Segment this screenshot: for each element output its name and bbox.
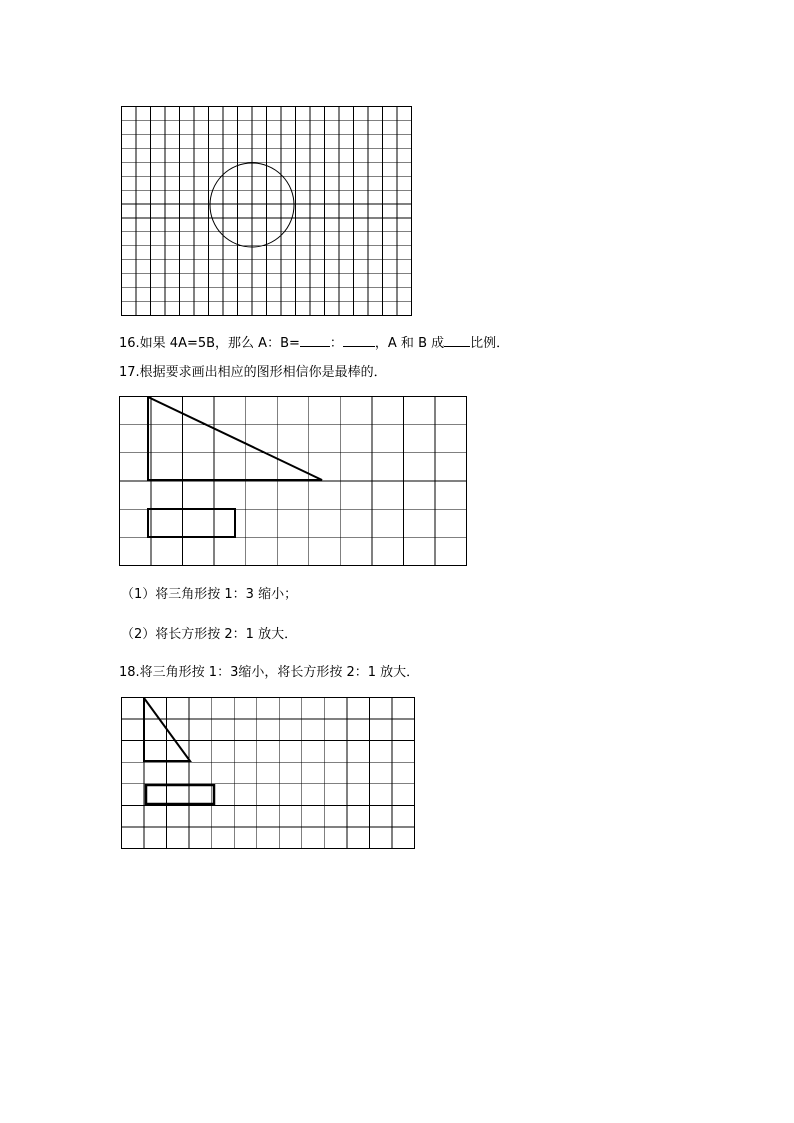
q16-blank-3[interactable] — [444, 333, 470, 347]
question-17-sub-2: （2）将长方形按 2：1 放大． — [121, 627, 298, 642]
rectangle-shape — [148, 509, 235, 537]
question-16 — [119, 333, 509, 352]
q16-blank-1[interactable] — [300, 333, 330, 347]
q16-mid: ，A 和 B 成 — [374, 336, 445, 351]
question-18-title: 18.将三角形按 1：3缩小，将长方形按 2：1 放大． — [119, 665, 420, 680]
grid-circle-figure — [121, 106, 413, 317]
grid-triangle-rectangle-figure-17 — [119, 396, 468, 567]
q16-suffix: 比例． — [470, 336, 510, 351]
question-17-title: 17.根据要求画出相应的图形相信你是最棒的． — [119, 365, 387, 380]
triangle-shape — [148, 397, 322, 480]
rectangle-shape — [146, 785, 214, 804]
q16-colon: ： — [329, 336, 343, 351]
q16-prefix: 16.如果 4A=5B，那么 A：B= — [119, 336, 300, 351]
grid-triangle-rectangle-figure-18 — [121, 697, 416, 850]
triangle-shape — [144, 698, 190, 761]
question-17-sub-1: （1）将三角形按 1：3 缩小； — [121, 587, 298, 602]
q16-blank-2[interactable] — [343, 333, 375, 347]
